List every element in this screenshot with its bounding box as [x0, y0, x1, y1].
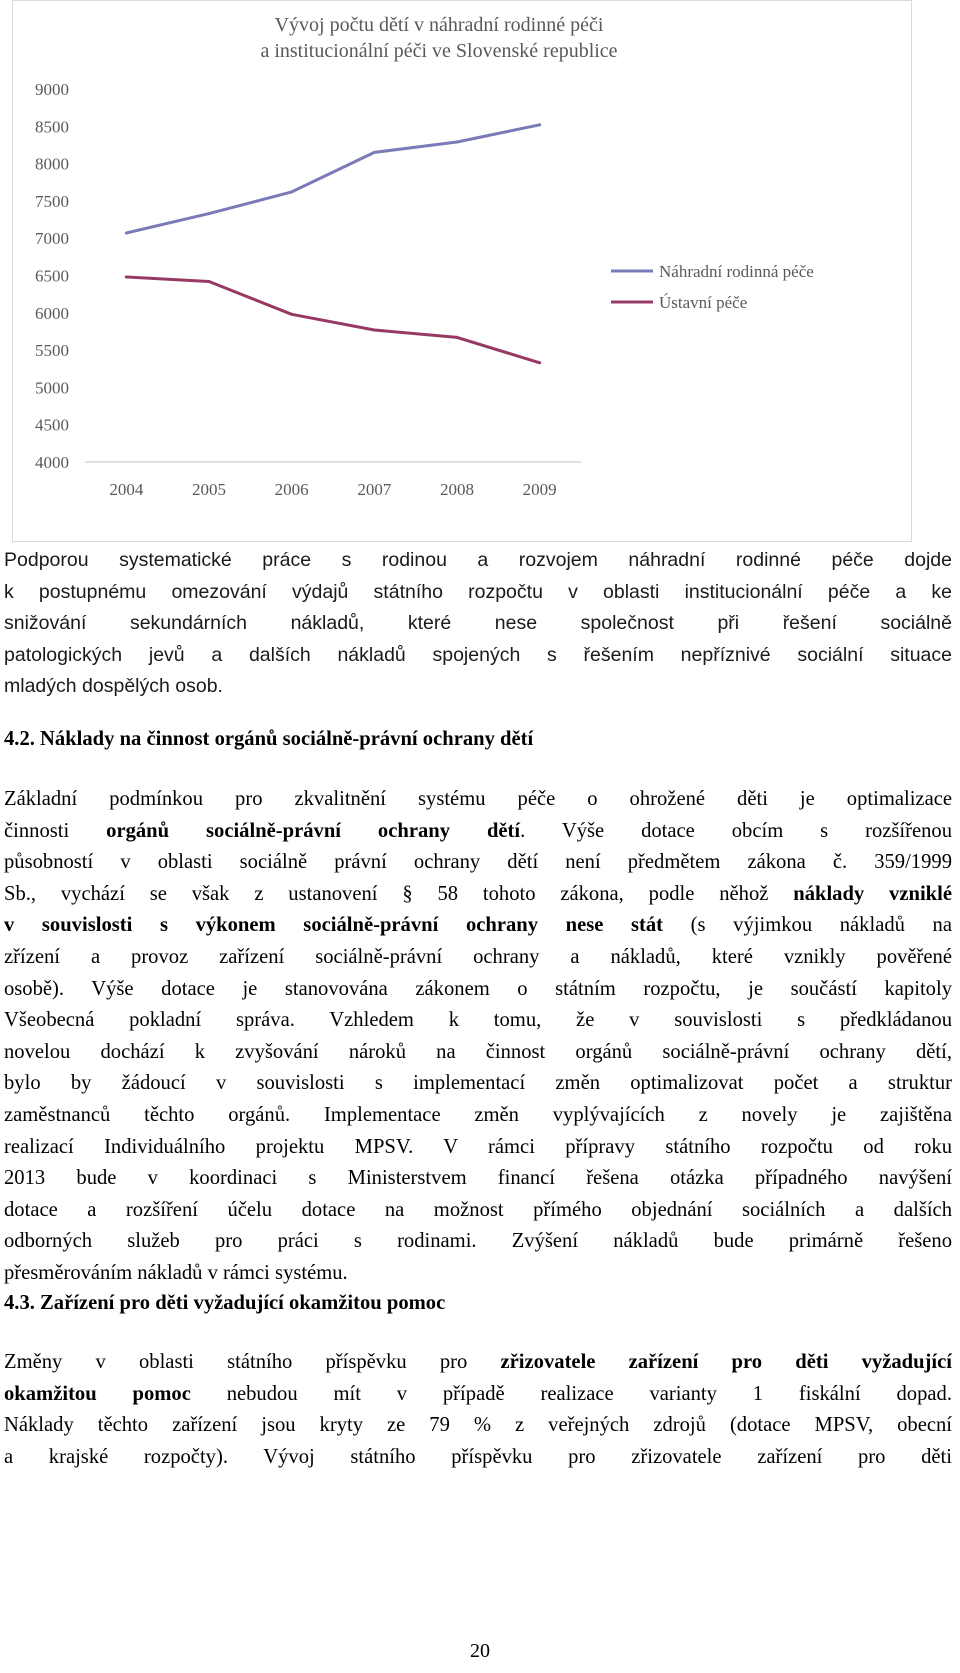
x-tick-label: 2004: [109, 480, 144, 499]
text-line: novelou dochází k zvyšování nároků na činnost orgánů sociálně-právní ochrany dětí,: [4, 1040, 952, 1063]
x-tick-label: 2006: [274, 480, 309, 499]
text-line: Základní podmínkou pro zkvalitnění systému péče o ohrožené děti je optimalizace: [4, 788, 952, 810]
x-tick-label: 2007: [357, 480, 392, 499]
text-line: bylo by žádoucí v souvislosti s implementací změn optimalizovat počet a struktur: [4, 1072, 952, 1095]
page-number: 20: [470, 1640, 490, 1662]
y-tick-label: 8500: [35, 117, 69, 137]
data-point: [125, 231, 128, 234]
data-point: [373, 151, 376, 154]
text-line: odborných služeb pro práci s rodinami. Zvýšení nákladů bude primárně řešeno: [4, 1230, 952, 1253]
y-tick-label: 6500: [35, 266, 69, 286]
legend-label: Náhradní rodinná péče: [659, 262, 814, 281]
series-line-0: [126, 125, 539, 233]
data-point: [373, 328, 376, 331]
chart-title: Vývoj počtu dětí v náhradní rodinné péči: [274, 14, 604, 36]
text-line: zřízení a provoz zařízení sociálně-právní ochrany a nákladů, které vznikly pověřené: [4, 945, 952, 968]
text-line: snižování sekundárních nákladů, které nese společnost při řešení sociálně: [4, 612, 952, 635]
data-point: [456, 140, 459, 143]
text-line: mladých dospělých osob.: [4, 675, 223, 698]
y-tick-label: 8000: [35, 154, 69, 174]
line-chart: [13, 1, 913, 543]
text-line: 2013 bude v koordinaci s Ministerstvem financí řešena otázka případného navýšení: [4, 1167, 952, 1190]
x-tick-label: 2005: [192, 480, 226, 499]
legend-label: Ústavní péče: [659, 293, 748, 312]
chart-container: [12, 0, 912, 542]
y-tick-label: 7000: [35, 229, 69, 249]
data-point: [208, 280, 211, 283]
text-line: činnosti orgánů sociálně-právní ochrany dětí. Výše dotace obcím s rozšířenou: [4, 819, 953, 842]
section-heading-4-3: 4.3. Zařízení pro děti vyžadující okamžitou pomoc: [4, 1292, 446, 1314]
y-tick-label: 7500: [35, 191, 69, 211]
y-tick-label: 5000: [35, 378, 69, 398]
data-point: [456, 336, 459, 339]
y-tick-label: 9000: [35, 80, 69, 99]
paragraph-costs: [4, 784, 952, 1290]
text-line: přesměrováním nákladů v rámci systému.: [4, 1261, 348, 1284]
x-tick-label: 2009: [522, 480, 557, 499]
paragraph-facilities: [4, 1347, 952, 1473]
data-point: [290, 313, 293, 316]
x-tick-label: 2008: [440, 480, 474, 499]
data-point: [290, 190, 293, 193]
chart-title: a institucionální péči ve Slovenské republice: [260, 40, 618, 62]
data-point: [538, 361, 541, 364]
data-point: [125, 275, 128, 278]
y-tick-label: 4500: [35, 415, 69, 435]
text-line: Všeobecná pokladní správa. Vzhledem k tomu, že v souvislosti s předkládanou: [4, 1009, 952, 1032]
text-line: osobě). Výše dotace je stanovována zákonem o státním rozpočtu, je součástí kapitoly: [4, 977, 952, 1000]
section-heading-4-2: 4.2. Náklady na činnost orgánů sociálně-právní ochrany dětí: [4, 728, 534, 750]
text-line: Náklady těchto zařízení jsou kryty ze 79 % z veřejných zdrojů (dotace MPSV, obecní: [4, 1414, 952, 1437]
text-line: zaměstnanců těchto orgánů. Implementace změn vyplývajících z novely je zajištěna: [4, 1103, 952, 1126]
text-line: Sb., vychází se však z ustanovení § 58 tohoto zákona, podle něhož náklady vzniklé: [4, 882, 952, 905]
paragraph-intro: [4, 545, 952, 703]
text-line: realizací Individuálního projektu MPSV. V rámci přípravy státního rozpočtu od roku: [4, 1135, 952, 1158]
text-line: okamžitou pomoc nebudou mít v případě realizace varianty 1 fiskální dopad.: [4, 1382, 952, 1405]
text-line: Změny v oblasti státního příspěvku pro zřizovatele zařízení pro děti vyžadující: [4, 1351, 952, 1373]
text-line: v souvislosti s výkonem sociálně-právní ochrany nese stát (s výjimkou nákladů na: [4, 914, 952, 937]
y-tick-label: 6000: [35, 303, 69, 323]
text-line: k postupnému omezování výdajů státního rozpočtu v oblasti institucionální péče a ke: [4, 580, 952, 603]
data-point: [538, 123, 541, 126]
y-tick-label: 5500: [35, 341, 69, 361]
text-line: patologických jevů a dalších nákladů spojených s řešením nepříznivé sociální situace: [4, 643, 952, 666]
text-line: a krajské rozpočty). Vývoj státního příspěvku pro zřizovatele zařízení pro děti: [4, 1445, 952, 1468]
text-line: působností v oblasti sociálně právní ochrany dětí není předmětem zákona č. 359/1999: [4, 851, 952, 874]
y-tick-label: 4000: [35, 453, 69, 472]
text-line: Podporou systematické práce s rodinou a rozvojem náhradní rodinné péče dojde: [4, 549, 952, 571]
text-line: dotace a rozšíření účelu dotace na možnost přímého objednání sociálních a dalších: [4, 1198, 952, 1221]
series-line-1: [126, 277, 539, 363]
data-point: [208, 212, 211, 215]
